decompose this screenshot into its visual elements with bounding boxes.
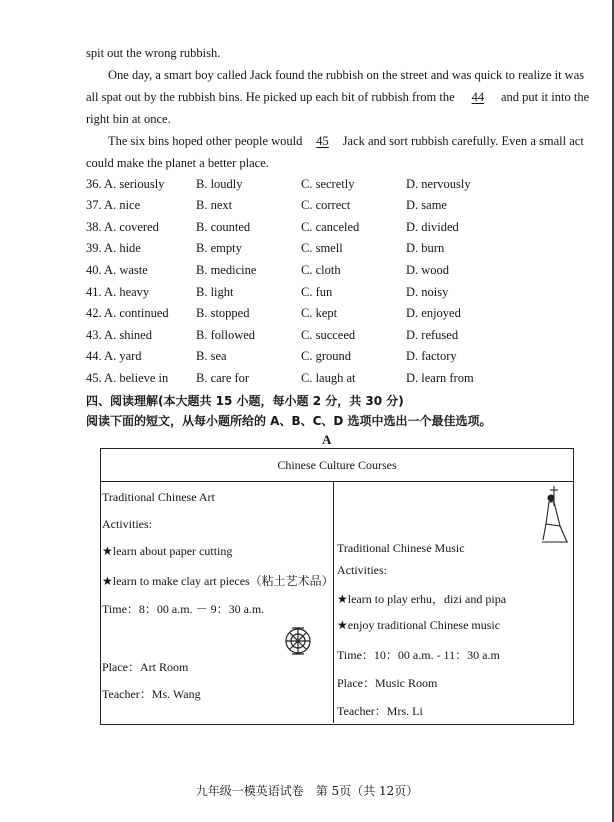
section-heading: 四、阅读理解(本大题共 15 小题，每小题 2 分，共 30 分)	[86, 394, 404, 408]
option-c: C. secretly	[301, 177, 355, 191]
blank-44: 44	[471, 90, 485, 104]
activity-item: ★enjoy traditional Chinese music	[337, 618, 501, 632]
option-q41: 41. A. heavy	[86, 285, 150, 299]
option-d: D. wood	[406, 263, 450, 277]
table-divider	[333, 481, 334, 723]
option-q45: 45. A. believe in	[86, 371, 169, 385]
option-c: C. laugh at	[301, 371, 356, 385]
option-d: D. nervously	[406, 177, 471, 191]
option-b: B. stopped	[196, 306, 250, 320]
activities-label: Activities:	[337, 563, 387, 577]
option-b: B. light	[196, 285, 234, 299]
option-q40: 40. A. waste	[86, 263, 148, 277]
option-c: C. ground	[301, 349, 351, 363]
activity-item: ★learn to make clay art pieces（粘土艺术品）	[102, 574, 334, 588]
option-q38: 38. A. covered	[86, 220, 159, 234]
course-name: Traditional Chinese Art	[102, 490, 215, 504]
passage-label: A	[322, 432, 332, 447]
option-b: B. sea	[196, 349, 227, 363]
option-b: B. followed	[196, 328, 256, 342]
passage-text: Jack and sort rubbish carefully. Even a small act	[342, 134, 584, 148]
option-d: D. divided	[406, 220, 459, 234]
course-time: Time：8：00 a.m. － 9：30 a.m.	[102, 602, 265, 616]
passage-line: right bin at once.	[86, 112, 171, 126]
course-name: Traditional Chinese Music	[337, 541, 465, 555]
option-c: C. cloth	[301, 263, 341, 277]
option-c: C. fun	[301, 285, 333, 299]
option-q43: 43. A. shined	[86, 328, 152, 342]
option-c: C. succeed	[301, 328, 356, 342]
blank-45: 45	[316, 134, 329, 148]
passage-line	[108, 134, 584, 149]
activity-item: ★learn to play erhu，dizi and pipa	[337, 592, 507, 606]
option-b: B. loudly	[196, 177, 243, 191]
option-q36: 36. A. seriously	[86, 177, 165, 191]
table-divider	[100, 481, 574, 482]
option-c: C. correct	[301, 198, 351, 212]
passage-line: spit out the wrong rubbish.	[86, 46, 221, 60]
table-title: Chinese Culture Courses	[277, 458, 397, 472]
option-b: B. counted	[196, 220, 251, 234]
option-d: D. refused	[406, 328, 459, 342]
paper-cutting-icon	[282, 624, 314, 658]
option-b: B. empty	[196, 241, 242, 255]
musician-icon	[540, 484, 570, 546]
option-c: C. canceled	[301, 220, 360, 234]
passage-line	[86, 90, 589, 105]
option-b: B. medicine	[196, 263, 257, 277]
option-c: C. kept	[301, 306, 338, 320]
activity-item: ★learn about paper cutting	[102, 544, 233, 558]
course-teacher: Teacher：Ms. Wang	[102, 687, 201, 701]
option-b: B. care for	[196, 371, 250, 385]
option-d: D. factory	[406, 349, 457, 363]
page-footer: 九年级一模英语试卷 第 5页（共 12页）	[195, 784, 419, 798]
option-q42: 42. A. continued	[86, 306, 169, 320]
option-d: D. enjoyed	[406, 306, 461, 320]
course-place: Place：Art Room	[102, 660, 189, 674]
passage-line: could make the planet a better place.	[86, 156, 269, 170]
option-d: D. same	[406, 198, 447, 212]
course-time: Time：10：00 a.m. - 11：30 a.m	[337, 648, 500, 662]
option-q39: 39. A. hide	[86, 241, 141, 255]
option-d: D. learn from	[406, 371, 474, 385]
course-place: Place：Music Room	[337, 676, 438, 690]
section-instruction: 阅读下面的短文，从每小题所给的 A、B、C、D 选项中选出一个最佳选项。	[86, 414, 492, 428]
option-q37: 37. A. nice	[86, 198, 141, 212]
option-q44: 44. A. yard	[86, 349, 142, 363]
option-d: D. noisy	[406, 285, 449, 299]
option-b: B. next	[196, 198, 233, 212]
activities-label: Activities:	[102, 517, 152, 531]
passage-line: One day, a smart boy called Jack found the rubbish on the street and was quick to realize it was	[108, 68, 585, 82]
passage-text: The six bins hoped other people would	[108, 134, 303, 148]
option-c: C. smell	[301, 241, 343, 255]
option-d: D. burn	[406, 241, 445, 255]
course-teacher: Teacher：Mrs. Li	[337, 704, 423, 718]
passage-text: all spat out by the rubbish bins. He picked up each bit of rubbish from the	[86, 90, 455, 104]
passage-text: and put it into the	[500, 90, 590, 104]
